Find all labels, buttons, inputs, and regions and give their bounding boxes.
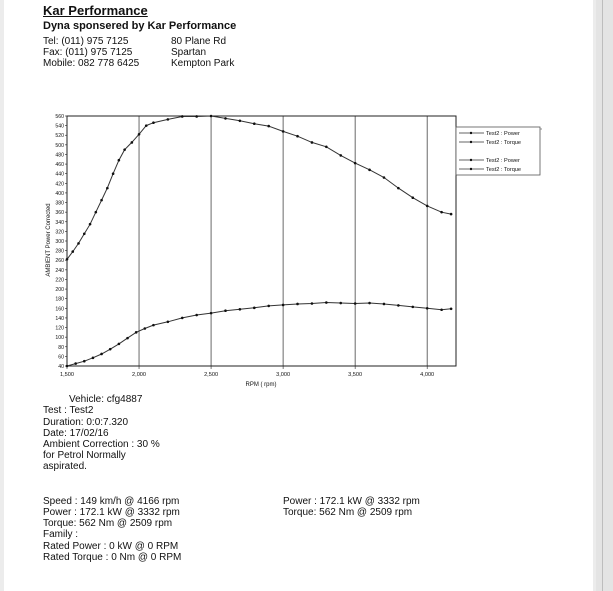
y-tick-label: 380	[55, 200, 64, 207]
y-tick-label: 400	[55, 190, 64, 197]
legend-marker	[470, 159, 472, 161]
data-point	[95, 211, 98, 214]
y-tick-label: 140	[55, 315, 64, 322]
x-tick-label: 1,500	[60, 372, 74, 378]
data-point	[138, 133, 141, 136]
y-tick-label: 300	[55, 239, 64, 245]
data-point	[106, 187, 109, 190]
company-name: Kar Performance	[43, 3, 148, 18]
max-power: Power : 172.1 kW @ 3332 rpm	[43, 507, 180, 518]
data-point	[397, 187, 400, 190]
legend-label: Test2 : Power	[486, 131, 520, 137]
series-line	[67, 303, 451, 367]
y-tick-label: 440	[55, 171, 64, 178]
data-point	[239, 120, 242, 123]
data-point	[368, 169, 371, 172]
y-axis-label: AMBIENT Power Corrected	[46, 203, 52, 277]
data-point	[383, 303, 386, 306]
y-tick-label: 420	[55, 181, 64, 188]
x-tick-label: 2,000	[132, 372, 147, 378]
legend-marker	[470, 132, 472, 134]
data-point	[195, 115, 198, 118]
data-point	[339, 302, 342, 305]
data-point	[239, 308, 242, 311]
y-tick-label: 240	[55, 267, 64, 274]
data-point	[296, 303, 299, 306]
legend-marker	[470, 141, 472, 143]
data-point	[66, 365, 69, 368]
address-line-1: 80 Plane Rd	[171, 36, 227, 47]
grid-layer	[139, 116, 427, 366]
company-subtitle: Dyna sponsered by Kar Performance	[43, 20, 237, 32]
data-point	[311, 302, 314, 305]
y-tick-label: 60	[58, 354, 64, 361]
x-tick-label: 2,500	[204, 372, 219, 378]
series-line	[67, 116, 451, 259]
data-point	[109, 348, 112, 351]
y-tick-label: 180	[55, 296, 64, 303]
x-tick-label: 4,000	[420, 372, 435, 378]
data-point	[83, 360, 86, 363]
y-tick-label: 340	[55, 219, 64, 226]
y-tick-label: 120	[55, 325, 64, 332]
data-point	[118, 159, 121, 162]
max-torque-right: Torque: 562 Nm @ 2509 rpm	[283, 507, 413, 518]
y-tick-label: 360	[55, 210, 64, 217]
data-point	[450, 307, 453, 310]
data-point	[181, 115, 184, 118]
data-point	[325, 145, 328, 148]
data-point	[411, 306, 414, 309]
data-point	[383, 176, 386, 179]
data-point	[339, 154, 342, 157]
tel-number: Tel: (011) 975 7125	[43, 36, 129, 47]
x-tick-layer	[60, 366, 434, 378]
data-point	[100, 199, 103, 202]
y-tick-label: 560	[55, 114, 64, 120]
legend-label: Test2 : Torque	[486, 167, 522, 173]
vehicle-id: Vehicle: cfg4887	[69, 394, 143, 405]
rated-power: Rated Power : 0 kW @ 0 RPM	[43, 541, 179, 552]
data-point	[92, 357, 95, 360]
y-tick-layer	[55, 114, 67, 370]
test-date: Date: 17/02/16	[43, 428, 109, 439]
data-point	[426, 205, 429, 208]
max-speed: Speed : 149 km/h @ 4166 rpm	[43, 496, 180, 507]
data-point	[354, 302, 357, 305]
data-point	[368, 302, 371, 305]
data-point	[210, 115, 213, 118]
data-point	[118, 343, 121, 346]
data-point	[311, 141, 314, 144]
data-point	[253, 307, 256, 310]
y-tick-label: 460	[55, 162, 64, 169]
data-point	[440, 211, 443, 214]
legend-label: Test2 : Power	[486, 158, 520, 164]
data-point	[66, 258, 69, 261]
ambient-correction: Ambient Correction : 30 %	[43, 439, 160, 450]
data-point	[450, 213, 453, 216]
data-point	[253, 122, 256, 125]
address-line-3: Kempton Park	[171, 58, 235, 69]
y-tick-label: 500	[55, 142, 64, 149]
data-point	[126, 337, 129, 340]
data-point	[100, 353, 103, 356]
data-point	[131, 141, 134, 144]
data-point	[440, 308, 443, 311]
data-point	[152, 121, 155, 124]
data-point	[354, 162, 357, 165]
max-torque: Torque: 562 Nm @ 2509 rpm	[43, 518, 173, 529]
x-tick-label: 3,000	[276, 372, 291, 378]
data-point	[210, 312, 213, 315]
data-point	[195, 314, 198, 317]
y-tick-label: 480	[55, 152, 64, 159]
y-tick-label: 200	[55, 287, 64, 294]
data-point	[426, 307, 429, 310]
data-point	[411, 196, 414, 199]
max-power-right: Power : 172.1 kW @ 3332 rpm	[283, 496, 420, 507]
data-point	[89, 223, 92, 226]
legend-label: Test2 : Torque	[486, 140, 522, 146]
data-point	[224, 117, 227, 120]
data-point	[167, 320, 170, 323]
aspirated-note: aspirated.	[43, 461, 87, 472]
duration: Duration: 0:0:7.320	[43, 417, 129, 428]
data-point	[112, 172, 115, 175]
x-axis-label: RPM ( rpm)	[245, 382, 277, 388]
y-tick-label: 160	[55, 306, 64, 313]
y-tick-label: 320	[55, 229, 64, 236]
petrol-note: for Petrol Normally	[43, 450, 126, 461]
data-point	[397, 304, 400, 307]
family: Family :	[43, 529, 78, 540]
rated-torque: Rated Torque : 0 Nm @ 0 RPM	[43, 552, 182, 563]
data-point	[71, 250, 74, 253]
address-line-2: Spartan	[171, 47, 207, 58]
data-point	[77, 242, 80, 245]
data-point	[83, 232, 86, 235]
data-point	[282, 130, 285, 133]
plot-frame	[67, 116, 456, 366]
fax-number: Fax: (011) 975 7125	[43, 47, 133, 58]
data-point	[224, 309, 227, 312]
series-layer	[66, 115, 453, 368]
data-point	[167, 118, 170, 121]
y-tick-label: 80	[58, 344, 64, 351]
y-tick-label: 260	[55, 258, 64, 265]
data-point	[123, 148, 126, 151]
data-point	[135, 331, 138, 334]
data-point	[325, 301, 328, 304]
x-tick-label: 3,500	[348, 372, 363, 378]
y-tick-label: 520	[55, 133, 64, 140]
test-name: Test : Test2	[43, 405, 94, 416]
data-point	[267, 305, 270, 308]
data-point	[74, 362, 77, 365]
y-tick-label: 100	[55, 335, 64, 342]
data-point	[145, 124, 148, 127]
y-tick-label: 40	[58, 364, 64, 370]
mobile-number: Mobile: 082 778 6425	[43, 58, 140, 69]
legend	[456, 127, 542, 175]
data-point	[296, 135, 299, 138]
y-tick-label: 220	[55, 277, 64, 284]
data-point	[267, 125, 270, 128]
y-tick-label: 280	[55, 248, 64, 255]
y-tick-label: 540	[55, 123, 64, 130]
data-point	[181, 317, 184, 320]
data-point	[152, 324, 155, 327]
legend-marker	[470, 168, 472, 170]
data-point	[144, 327, 147, 330]
data-point	[282, 304, 285, 307]
